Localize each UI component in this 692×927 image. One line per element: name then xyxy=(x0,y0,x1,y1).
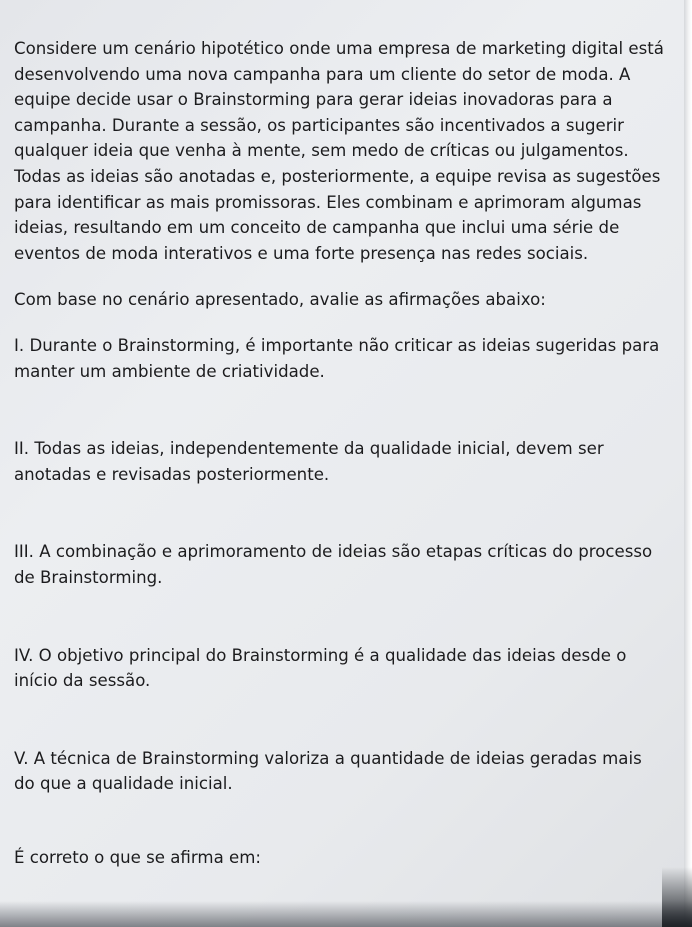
instruction-text: Com base no cenário apresentado, avalie as afirmações abaixo: xyxy=(14,290,546,310)
statement-2: II. Todas as ideias, independentemente da qualidade inicial, devem ser anotadas e revisadas posteriormente. xyxy=(14,439,604,484)
statement-4: IV. O objetivo principal do Brainstorming é a qualidade das ideias desde o início da sessão. xyxy=(14,645,627,691)
bottom-corner-shadow xyxy=(662,867,692,927)
bottom-shadow xyxy=(0,901,692,927)
question-text: É correto o que se afirma em: xyxy=(14,847,261,867)
scenario-paragraph: Considere um cenário hipotético onde uma empresa de marketing digital está desenvolvendo uma nova campanha para um cliente do setor de moda. A equipe decide usar o Brainstorming para gerar ideias inovadoras para a campanha. Durante a sessão, os participantes são incentivados a sugerir qualquer ideia que venha à mente, sem medo de críticas ou julgamentos. Todas as ideias são anotadas e, posteriormente, a equipe revisa as sugestões para identificar as mais promissoras. Eles combinam e aprimoram algumas ideias, resultando em um conceito de campanha que inclui uma série de eventos de moda interativos e uma forte presença nas redes sociais. xyxy=(14,39,664,263)
question-document xyxy=(14,36,664,870)
statement-5: V. A técnica de Brainstorming valoriza a quantidade de ideias geradas mais do que a qualidade inicial. xyxy=(14,748,642,794)
statement-1: I. Durante o Brainstorming, é importante não criticar as ideias sugeridas para manter um ambiente de criatividade. xyxy=(14,335,660,381)
statement-3: III. A combinação e aprimoramento de ideias são etapas críticas do processo de Brainstorming. xyxy=(14,542,653,587)
screen-edge xyxy=(684,0,692,927)
